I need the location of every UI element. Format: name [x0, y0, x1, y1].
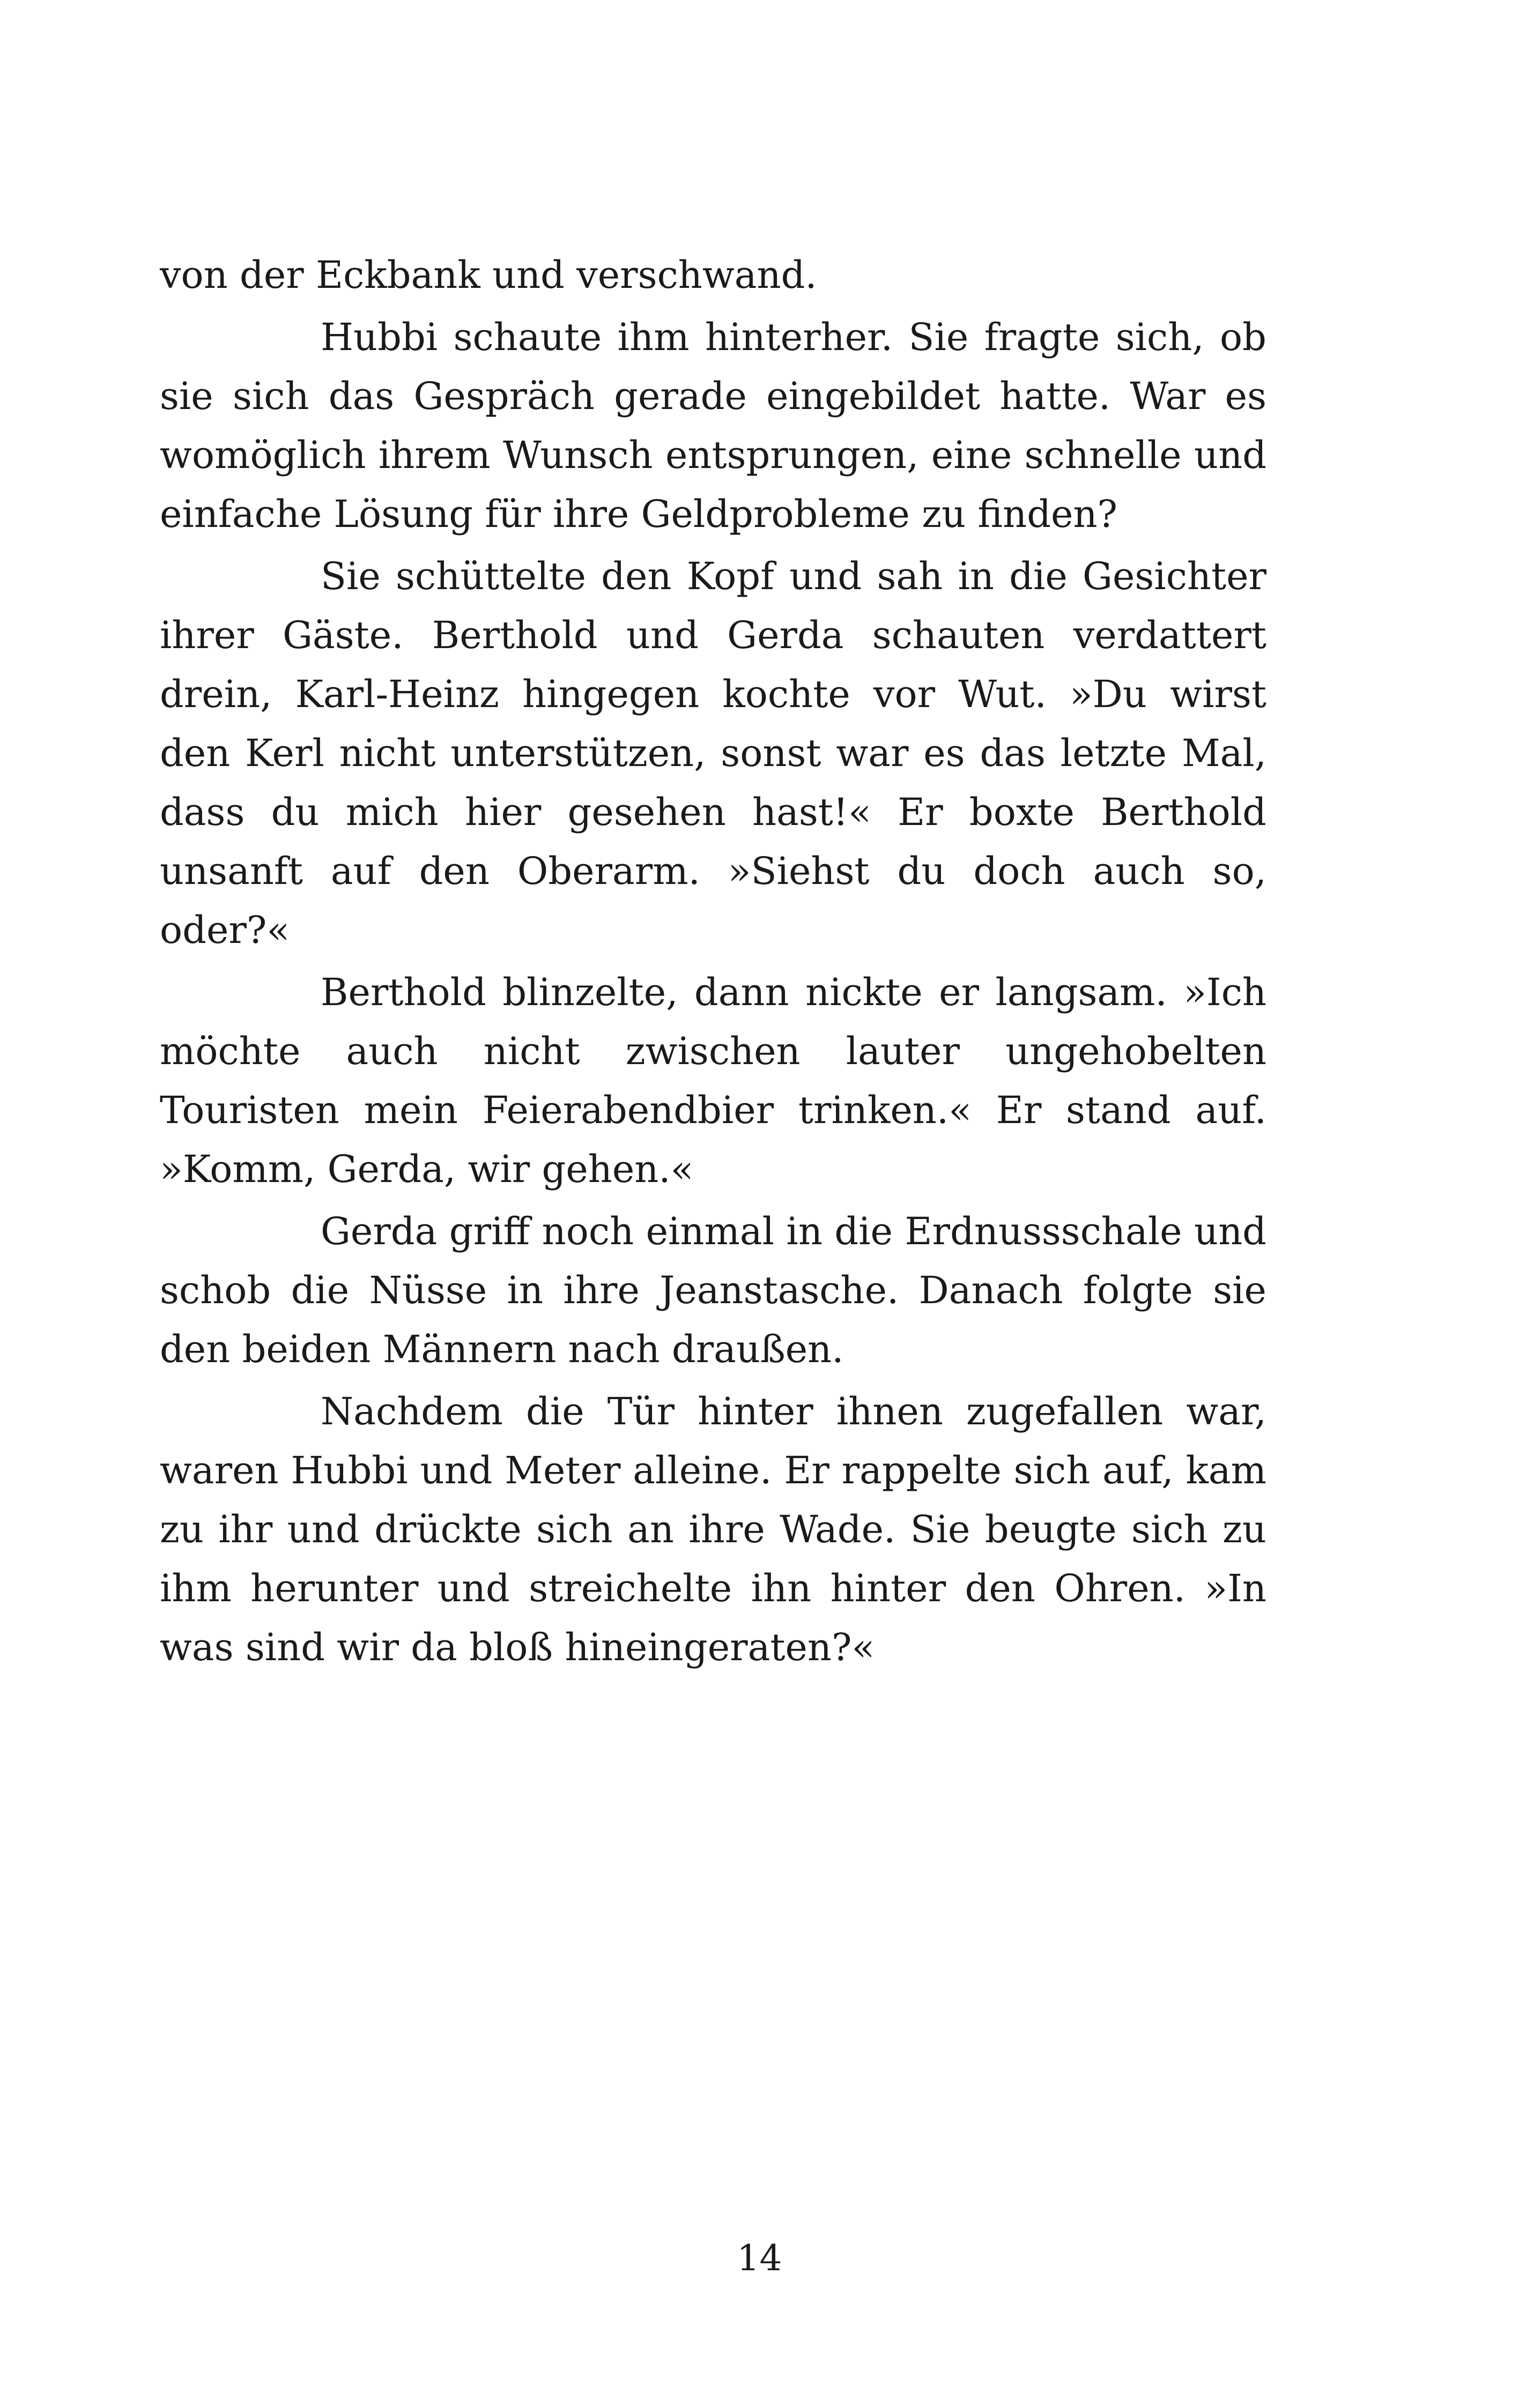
paragraph: Hubbi schaute ihm hinterher. Sie fragte sich, ob sie sich das Gespräch gerade eingebildet hatte. War es womöglich ihrem Wunsch entsprungen, eine schnelle und einfache Lösung für ihre Geldprobleme zu finden? — [160, 315, 1266, 536]
paragraph-continuation: von der Eckbank und verschwand. — [160, 253, 817, 297]
paragraph: Nachdem die Tür hinter ihnen zugefallen war, waren Hubbi und Meter alleine. Er rappelte sich auf, kam zu ihr und drückte sich an ihre Wade. Sie beugte sich zu ihm herunter und streichelte ihn hinter den Ohren. »In was sind wir da bloß hineingeraten?« — [160, 1389, 1266, 1669]
paragraph: Sie schüttelte den Kopf und sah in die Gesichter ihrer Gäste. Berthold und Gerda schauten verdattert drein, Karl-Heinz hingegen kochte vor Wut. »Du wirst den Kerl nicht unterstützen, sonst war es das letzte Mal, dass du mich hier gesehen hast!« Er boxte Berthold unsanft auf den Oberarm. »Siehst du doch auch so, oder?« — [160, 554, 1266, 952]
paragraph: Gerda griff noch einmal in die Erdnussschale und schob die Nüsse in ihre Jeanstasche. Danach folgte sie den beiden Männern nach draußen. — [160, 1209, 1266, 1371]
paragraph: Berthold blinzelte, dann nickte er langsam. »Ich möchte auch nicht zwischen lauter ungehobelten Touristen mein Feierabendbier trinken.« Er stand auf. »Komm, Gerda, wir gehen.« — [160, 970, 1266, 1191]
body-text — [160, 246, 1266, 1677]
page-number: 14 — [737, 2238, 782, 2279]
